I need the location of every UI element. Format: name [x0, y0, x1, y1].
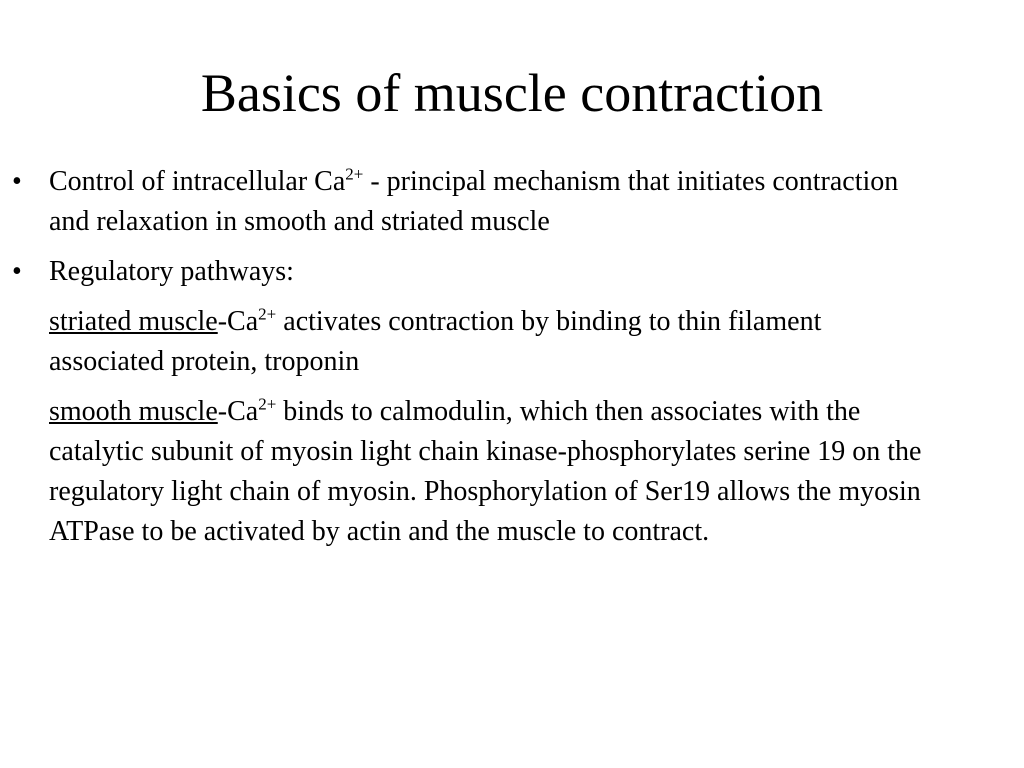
striated-muscle-paragraph	[0, 302, 939, 382]
item1-superscript: 2+	[345, 164, 364, 184]
smooth-muscle-term: smooth muscle	[49, 396, 218, 427]
striated-text-before: -Ca	[217, 306, 259, 337]
smooth-text-before: -Ca	[217, 396, 259, 427]
bullet-item-regulatory-pathways	[0, 252, 939, 292]
bullet-icon: •	[12, 256, 22, 287]
striated-muscle-term: striated muscle	[49, 306, 218, 337]
slide-title: Basics of muscle contraction	[200, 63, 824, 123]
smooth-text-after: binds to calmodulin, which then associates with the catalytic subunit of myosin light chain kinase-phosphorylates serine 19 on the regulatory light chain of myosin. Phosphorylation of Ser19 allows the myosin ATPase to be activated by actin and the muscle to contract.	[49, 396, 922, 547]
item1-text-after: - principal mechanism that initiates contraction and relaxation in smooth and striated muscle	[49, 166, 899, 237]
bullet-icon: •	[12, 166, 22, 197]
bullet-item-calcium-control	[0, 162, 939, 242]
smooth-superscript: 2+	[258, 394, 277, 414]
striated-superscript: 2+	[258, 304, 277, 324]
smooth-muscle-paragraph	[0, 392, 939, 552]
slide-content	[0, 162, 1024, 562]
item2-text: Regulatory pathways:	[49, 256, 294, 287]
striated-text-after: activates contraction by binding to thin filament associated protein, troponin	[49, 306, 822, 377]
item1-text-before: Control of intracellular Ca	[49, 166, 346, 197]
